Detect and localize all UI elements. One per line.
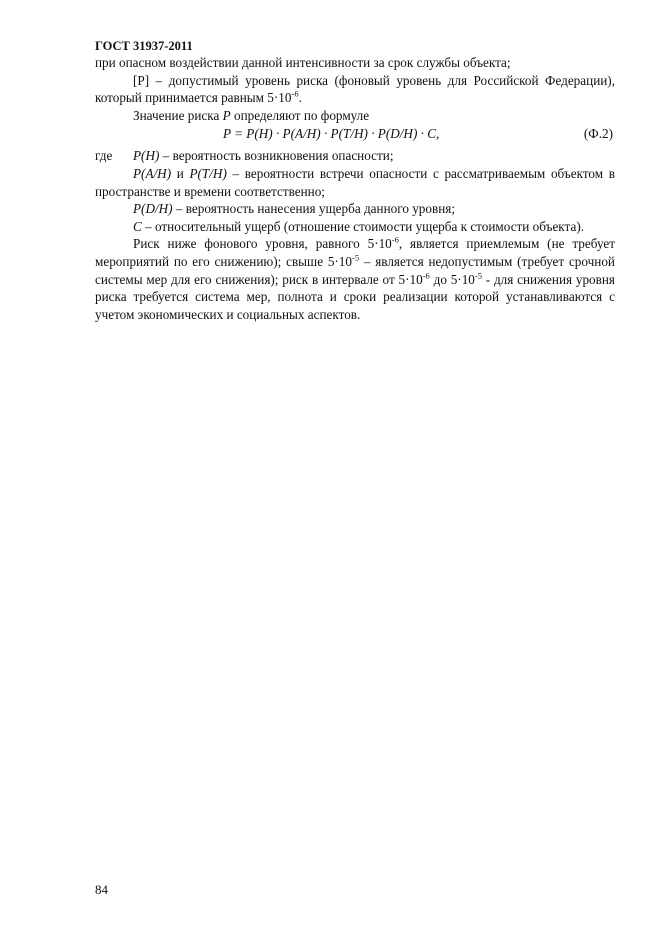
definition-pah-pth xyxy=(95,165,615,200)
definition-ph xyxy=(95,147,615,165)
risk-levels-text-c: – является недопустимым (требует срочной системы мер для его снижения); риск в интервале от 5·10 xyxy=(95,253,615,287)
definition-pdh xyxy=(95,200,615,218)
definition-and: и xyxy=(171,165,190,181)
risk-levels-text-e: - для снижения уровня риска требуется система мер, полнота и сроки реализации которой устанавливаются с учетом экономических и социальных аспектов. xyxy=(95,271,615,322)
document-page xyxy=(95,38,615,323)
definition-pth-symbol: P(T/H) xyxy=(189,165,227,181)
risk-levels-paragraph xyxy=(95,235,615,323)
definition-c-symbol: C xyxy=(133,218,142,234)
allowed-risk-paragraph xyxy=(95,72,615,107)
risk-levels-text-d: до 5·10 xyxy=(429,271,475,287)
risk-levels-text-b: , является приемлемым (не требует мероприятий по его снижению); свыше 5·10 xyxy=(95,236,615,269)
formula-row xyxy=(95,125,615,143)
allowed-risk-exponent: -6 xyxy=(291,88,299,99)
where-label: где xyxy=(95,148,113,164)
definition-pdh-text: – вероятность нанесения ущерба данного уровня; xyxy=(172,201,456,217)
definition-c-text: – относительный ущерб (отношение стоимости ущерба к стоимости объекта). xyxy=(141,218,585,234)
allowed-risk-symbol: [P] xyxy=(133,72,150,88)
risk-value-paragraph xyxy=(95,107,615,125)
risk-levels-exp-2: -5 xyxy=(352,252,360,263)
continued-line: при опасном воздействии данной интенсивности за срок службы объекта; xyxy=(95,55,511,70)
definition-c xyxy=(95,218,615,236)
risk-symbol: P xyxy=(222,107,231,123)
definition-ph-text: – вероятность возникновения опасности; xyxy=(159,148,394,164)
definition-pah-pth-text: – вероятности встречи опасности с рассматриваемым объектом в пространстве и времени соответственно; xyxy=(95,165,615,199)
risk-value-text-b: определяют по формуле xyxy=(230,107,370,123)
definition-ph-symbol: P(H) xyxy=(133,148,160,164)
risk-levels-text-a: Риск ниже фонового уровня, равного 5·10 xyxy=(133,236,392,252)
risk-levels-exp-4: -5 xyxy=(474,270,482,281)
allowed-risk-text: – допустимый уровень риска (фоновый уровень для Российской Федерации), который принимается равным 5·10 xyxy=(95,72,615,106)
definition-pdh-symbol: P(D/H) xyxy=(133,201,173,217)
allowed-risk-tail: . xyxy=(298,90,302,106)
document-id-header: ГОСТ 31937-2011 xyxy=(95,39,193,53)
formula-number: (Ф.2) xyxy=(583,126,613,142)
page-number: 84 xyxy=(95,882,108,897)
risk-formula: P = P(H) · P(A/H) · P(T/H) · P(D/H) · C, xyxy=(223,126,440,142)
definition-pah-symbol: P(A/H) xyxy=(133,165,172,181)
risk-levels-exp-1: -6 xyxy=(391,234,399,245)
risk-levels-exp-3: -6 xyxy=(422,270,430,281)
risk-value-text-a: Значение риска xyxy=(133,107,223,123)
